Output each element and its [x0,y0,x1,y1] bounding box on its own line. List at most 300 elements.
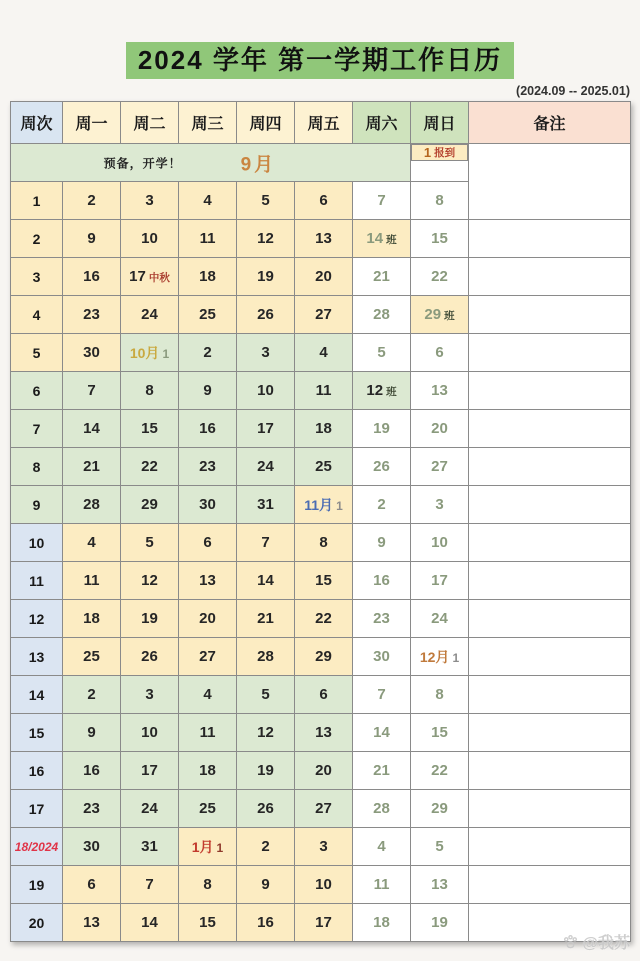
cell-text: 15 [315,571,332,589]
cell-text: 2 [87,191,96,209]
day-cell [237,296,295,334]
day-cell [353,714,411,752]
cell-text: 22 [431,761,448,779]
day-cell [63,182,121,220]
cell-text: 27 [315,799,332,817]
header-row [11,102,631,144]
day-cell [179,866,237,904]
day-cell [63,486,121,524]
day-cell [121,752,179,790]
cell-text: 26 [257,799,274,817]
cell-text: 11 [373,875,390,893]
cell-text: 8 [435,191,444,209]
cell-text: 29 [141,495,158,513]
cell-text: 12 [257,229,274,247]
cell-text: 16 [83,267,100,285]
day-cell [63,562,121,600]
header-cell-sunday: 周日 [411,102,469,144]
day-cell [411,600,469,638]
day-cell [63,524,121,562]
day-cell [237,904,295,942]
week-label: 12 [11,600,63,638]
day-cell [295,410,353,448]
week-row [11,562,631,600]
cell-text: 28 [373,799,390,817]
day-cell [295,752,353,790]
cell-text: 1月 [191,838,214,855]
cell-text: 3 [145,685,154,703]
cell-text: 13 [199,571,216,589]
cell-text: 4 [377,837,386,855]
cell-text: 30 [199,495,216,513]
notes-cell [469,676,631,714]
day-cell [179,410,237,448]
header-cell-tuesday: 周二 [121,102,179,144]
day-cell [295,182,353,220]
day-cell [121,410,179,448]
day-cell [353,638,411,676]
cell-text: 1 [162,346,170,361]
day-cell [353,790,411,828]
day-cell [179,790,237,828]
day-cell [295,258,353,296]
day-cell [353,486,411,524]
day-cell [63,372,121,410]
cell-text: 18 [199,761,216,779]
day-cell [237,372,295,410]
cell-text: 10月 [129,344,160,361]
cell-text: 29 [431,799,448,817]
cell-text: 24 [141,305,158,323]
day-cell [179,600,237,638]
week-row [11,714,631,752]
day-cell [295,828,353,866]
month-row-september [11,144,631,182]
day-cell [179,752,237,790]
week-label: 14 [11,676,63,714]
cell-text: 11 [83,571,100,589]
day-cell [63,866,121,904]
cell-text: 31 [141,837,158,855]
week-label: 19 [11,866,63,904]
cell-text: 9 [87,229,96,247]
cell-text: 26 [257,305,274,323]
day-cell [121,486,179,524]
notes-cell [469,486,631,524]
day-cell [353,752,411,790]
header-cell-week-no: 周次 [11,102,63,144]
cell-text: 12 [366,381,384,399]
week-row [11,828,631,866]
cell-text: 3 [261,343,270,361]
day-cell [121,638,179,676]
header-cell-wednesday: 周三 [179,102,237,144]
cell-text: 11 [199,723,216,741]
day-cell [237,600,295,638]
day-cell [237,410,295,448]
cell-text: 21 [373,267,390,285]
cell-text: 13 [315,723,332,741]
cell-text: 19 [431,913,448,931]
calendar-header [11,102,631,144]
cell-text: 13 [431,875,448,893]
cell-text: 14 [83,419,100,437]
cell-text: 20 [315,761,332,779]
notes-cell [469,866,631,904]
cell-text: 6 [203,533,212,551]
cell-text: 7 [377,685,386,703]
day-cell [353,334,411,372]
cell-text: 7 [261,533,270,551]
day-cell [121,296,179,334]
september-banner-cell [11,144,411,182]
day-cell [179,296,237,334]
cell-text: 16 [83,761,100,779]
cell-text: 28 [257,647,274,665]
day-cell [237,486,295,524]
day-cell [237,638,295,676]
day-cell [411,182,469,220]
week-row [11,904,631,942]
day-cell [121,182,179,220]
day-cell [63,752,121,790]
week-label: 2 [11,220,63,258]
cell-text: 25 [315,457,332,475]
day-cell [179,904,237,942]
cell-text: 3 [145,191,154,209]
day-cell [411,866,469,904]
day-cell [295,790,353,828]
cell-text: 14 [141,913,158,931]
notes-cell [469,790,631,828]
week-row [11,372,631,410]
cell-text: 8 [435,685,444,703]
cell-text: 27 [431,457,448,475]
cell-text: 15 [141,419,158,437]
cell-text: 8 [203,875,212,893]
day-cell [411,296,469,334]
cell-text: 12 [257,723,274,741]
day-cell [237,562,295,600]
day-cell [63,600,121,638]
day-cell [353,828,411,866]
notes-cell [469,638,631,676]
cell-text: 5 [377,343,386,361]
day-cell [411,676,469,714]
day-cell [295,562,353,600]
cell-text: 18 [315,419,332,437]
title-wrap [0,42,640,79]
day-cell [63,714,121,752]
watermark-text: @我苏 [582,935,630,952]
day-cell [179,714,237,752]
september-month-label: 9月 [240,154,277,176]
day-cell [121,258,179,296]
week-row [11,296,631,334]
cell-text: 16 [257,913,274,931]
cell-text: 10 [431,533,448,551]
cell-text: 19 [373,419,390,437]
cell-text: 26 [373,457,390,475]
cell-text: 12 [141,571,158,589]
day-cell [411,258,469,296]
cell-text: 27 [315,305,332,323]
day-cell [63,410,121,448]
cell-text: 17 [141,761,158,779]
day-cell [295,866,353,904]
day-cell [121,790,179,828]
day-cell [411,524,469,562]
day-cell [295,600,353,638]
cell-text: 27 [199,647,216,665]
notes-cell [469,600,631,638]
day-cell [179,486,237,524]
cell-text: 6 [435,343,444,361]
week-label: 7 [11,410,63,448]
calendar-body [11,144,631,942]
week-row [11,600,631,638]
day-cell [237,334,295,372]
week-label: 9 [11,486,63,524]
day-cell [295,448,353,486]
cell-text: 班 [386,233,397,246]
cell-text: 29 [315,647,332,665]
day-cell [411,410,469,448]
day-cell [411,372,469,410]
cell-text: 7 [145,875,154,893]
cell-text: 4 [319,343,328,361]
day-cell [353,904,411,942]
day-cell [63,296,121,334]
cell-text: 15 [431,229,448,247]
week-label: 4 [11,296,63,334]
day-cell [295,334,353,372]
week-row [11,866,631,904]
day-cell [63,334,121,372]
cell-text: 21 [373,761,390,779]
day-cell [237,258,295,296]
week-row [11,486,631,524]
cell-text: 13 [315,229,332,247]
cell-text: 17 [129,267,146,285]
cell-text: 17 [315,913,332,931]
cell-text: 8 [145,381,154,399]
cell-text: 10 [141,723,158,741]
cell-text: 中秋 [148,271,170,284]
day-cell [237,220,295,258]
week-row [11,790,631,828]
day-cell [411,714,469,752]
cell-text: 18 [199,267,216,285]
day-cell [121,676,179,714]
week-label: 16 [11,752,63,790]
cell-text: 22 [315,609,332,627]
cell-text: 23 [83,305,100,323]
day-cell [411,828,469,866]
cell-text: 5 [261,685,270,703]
day-cell [179,220,237,258]
cell-text: 28 [83,495,100,513]
day-cell [121,372,179,410]
day-cell [237,790,295,828]
notes-cell [469,144,631,220]
day-cell [353,182,411,220]
cell-text: 7 [377,191,386,209]
day-cell [237,448,295,486]
cell-text: 1 [336,498,343,513]
cell-text: 4 [87,533,96,551]
day-cell [353,524,411,562]
day-cell [237,828,295,866]
cell-text: 30 [373,647,390,665]
cell-text: 3 [435,495,444,513]
day-cell [353,600,411,638]
day-cell [237,182,295,220]
header-cell-remarks: 备注 [469,102,631,144]
week-label: 6 [11,372,63,410]
notes-cell [469,752,631,790]
day-cell [121,524,179,562]
day-cell [179,182,237,220]
cell-text: 8 [319,533,328,551]
september-note: 预备，开学！ [103,156,182,171]
cell-text: 11 [199,229,216,247]
day-cell [179,638,237,676]
cell-text: 24 [257,457,274,475]
notes-cell [469,334,631,372]
day-cell [63,638,121,676]
day-cell [353,220,411,258]
cell-text: 6 [87,875,96,893]
cell-text: 16 [373,571,390,589]
cell-text: 10 [141,229,158,247]
cell-text: 15 [431,723,448,741]
week-label: 8 [11,448,63,486]
day-cell [295,486,353,524]
day-cell [411,220,469,258]
cell-text: 26 [141,647,158,665]
day-cell [179,334,237,372]
day-cell [121,714,179,752]
day-cell [121,866,179,904]
week-label: 17 [11,790,63,828]
day-cell [295,372,353,410]
day-cell [411,448,469,486]
day-cell [179,562,237,600]
day-cell [179,448,237,486]
cell-text: 9 [261,875,270,893]
week-row [11,220,631,258]
calendar-table [10,101,631,942]
cell-text: 21 [83,457,100,475]
day-cell [295,638,353,676]
cell-text: 21 [257,609,274,627]
cell-text: 22 [431,267,448,285]
day-cell [121,220,179,258]
date-range: (2024.09 -- 2025.01) [516,84,630,99]
day-cell [411,562,469,600]
week-row [11,676,631,714]
notes-cell [469,562,631,600]
cell-text: 20 [199,609,216,627]
day-cell [63,790,121,828]
day-cell [63,676,121,714]
cell-text: 11月 [304,496,334,513]
week-label: 20 [11,904,63,942]
notes-cell [469,448,631,486]
cell-text: 班 [444,309,455,322]
week-row [11,410,631,448]
cell-text: 6 [319,685,328,703]
cell-text: 1 [216,840,224,855]
day-cell [179,524,237,562]
notes-cell [469,904,631,942]
notes-cell [469,220,631,258]
week-label: 13 [11,638,63,676]
day-cell [63,220,121,258]
page-title: 2024 学年 第一学期工作日历 [126,42,514,79]
header-cell-monday: 周一 [63,102,121,144]
notes-cell [469,828,631,866]
cell-text: 31 [257,495,274,513]
day-cell [353,448,411,486]
notes-cell [469,296,631,334]
day-cell [179,258,237,296]
day-cell [353,676,411,714]
day-cell [353,372,411,410]
notes-cell [469,258,631,296]
cell-text: 5 [261,191,270,209]
cell-text: 23 [373,609,390,627]
cell-text: 14 [366,229,384,247]
cell-text: 2 [377,495,386,513]
cell-text: 3 [319,837,328,855]
notes-cell [469,410,631,448]
day-cell [411,486,469,524]
week-label: 18/2024 [11,828,63,866]
cell-text: 5 [435,837,444,855]
day-cell [411,752,469,790]
cell-text: 14 [257,571,274,589]
day-cell [411,638,469,676]
day-cell [237,714,295,752]
day-cell [237,524,295,562]
cell-text: 18 [83,609,100,627]
cell-text: 2 [87,685,96,703]
cell-text: 1 [423,145,432,161]
day-cell [411,904,469,942]
day-cell [121,904,179,942]
day-cell [237,866,295,904]
day-cell [179,828,237,866]
cell-text: 5 [145,533,154,551]
header-cell-thursday: 周四 [237,102,295,144]
cell-text: 1 [452,650,460,665]
cell-text: 30 [83,837,100,855]
cell-text: 17 [431,571,448,589]
cell-text: 19 [141,609,158,627]
week-label: 1 [11,182,63,220]
cell-text: 6 [319,191,328,209]
day-cell [121,334,179,372]
week-row [11,258,631,296]
cell-text: 18 [373,913,390,931]
week-label: 10 [11,524,63,562]
cell-text: 14 [373,723,390,741]
day-cell [63,904,121,942]
cell-text: 4 [203,191,212,209]
day-cell [295,714,353,752]
